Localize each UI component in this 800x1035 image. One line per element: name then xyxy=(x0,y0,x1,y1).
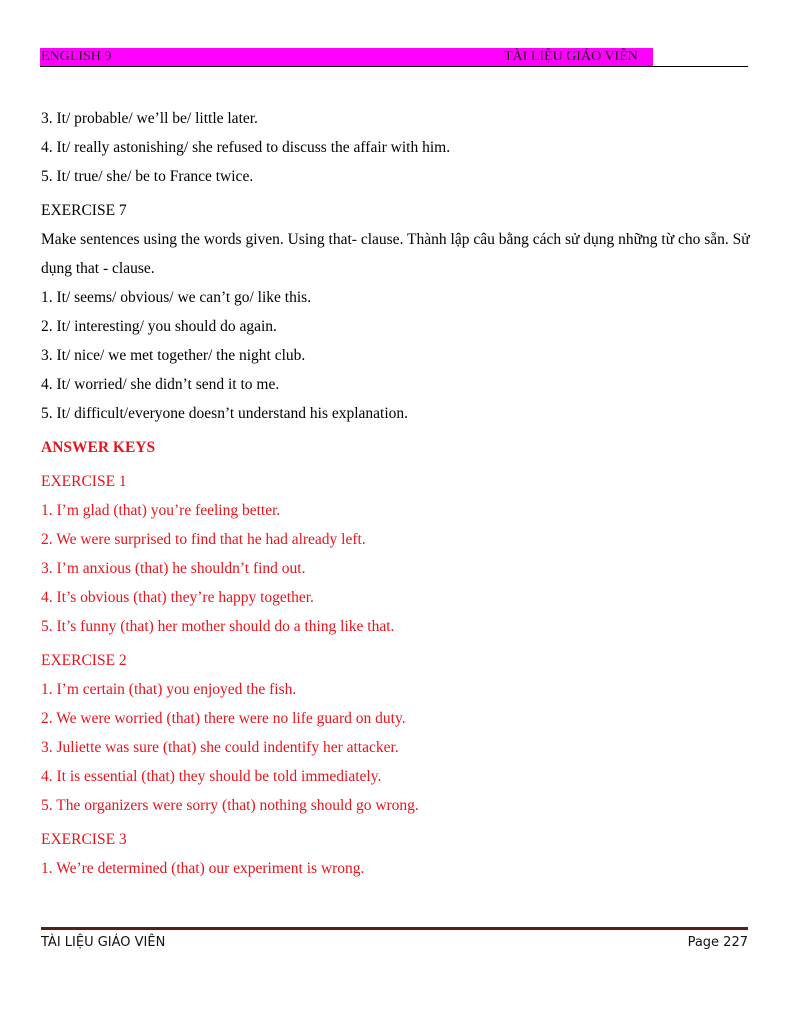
answer-item: 5. It’s funny (that) her mother should do a thing like that. xyxy=(41,618,395,635)
header-doc-title: TÀI LIỆU GIÁO VIÊN xyxy=(504,49,638,64)
answer-keys-heading: ANSWER KEYS xyxy=(41,439,156,456)
answer-exercise-3-title: EXERCISE 3 xyxy=(41,831,127,848)
list-item: 1. It/ seems/ obvious/ we can’t go/ like this. xyxy=(41,289,312,306)
answer-item: 1. We’re determined (that) our experiment is wrong. xyxy=(41,860,365,877)
list-item: 4. It/ worried/ she didn’t send it to me. xyxy=(41,376,280,393)
answer-exercise-1-title: EXERCISE 1 xyxy=(41,473,127,490)
answer-item: 1. I’m glad (that) you’re feeling better. xyxy=(41,502,281,519)
list-item: 3. It/ probable/ we’ll be/ little later. xyxy=(41,110,258,127)
list-item: 5. It/ difficult/everyone doesn’t understand his explanation. xyxy=(41,405,409,422)
answer-item: 2. We were surprised to find that he had already left. xyxy=(41,531,366,548)
footer-rule xyxy=(41,927,748,930)
list-item: 4. It/ really astonishing/ she refused to discuss the affair with him. xyxy=(41,139,451,156)
answer-item: 1. I’m certain (that) you enjoyed the fish. xyxy=(41,681,297,698)
answer-item: 3. Juliette was sure (that) she could indentify her attacker. xyxy=(41,739,399,756)
page-body xyxy=(41,104,753,883)
exercise-7-instruction: Make sentences using the words given. Using that- clause. Thành lập câu bằng cách sử dụng những từ cho sẵn. Sử dụng that - clause. xyxy=(41,231,750,277)
answer-exercise-2-title: EXERCISE 2 xyxy=(41,652,127,669)
answer-item: 5. The organizers were sorry (that) nothing should go wrong. xyxy=(41,797,419,814)
answer-item: 4. It’s obvious (that) they’re happy together. xyxy=(41,589,314,606)
page-number: Page 227 xyxy=(687,935,748,950)
header-subject: ENGLISH 9 xyxy=(41,49,112,64)
footer-doc-title: TÀI LIỆU GIÁO VIÊN xyxy=(41,935,166,950)
answer-item: 4. It is essential (that) they should be told immediately. xyxy=(41,768,382,785)
list-item: 2. It/ interesting/ you should do again. xyxy=(41,318,277,335)
list-item: 3. It/ nice/ we met together/ the night club. xyxy=(41,347,306,364)
answer-item: 3. I’m anxious (that) he shouldn’t find out. xyxy=(41,560,306,577)
page-header xyxy=(40,48,748,67)
answer-item: 2. We were worried (that) there were no life guard on duty. xyxy=(41,710,406,727)
exercise-7-title: EXERCISE 7 xyxy=(41,202,127,219)
list-item: 5. It/ true/ she/ be to France twice. xyxy=(41,168,254,185)
